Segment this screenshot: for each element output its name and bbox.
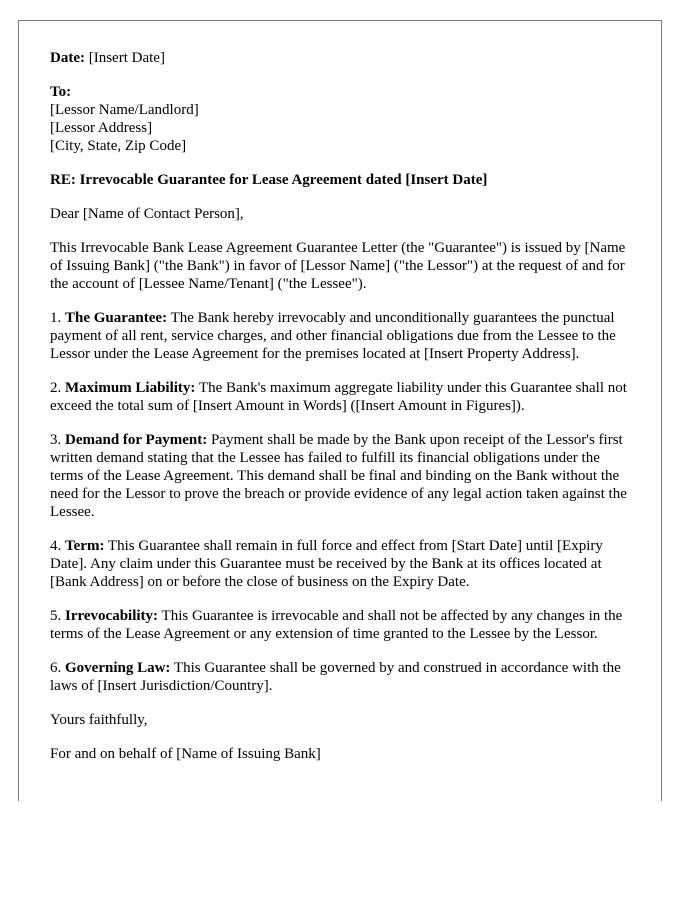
clause-text: This Guarantee shall be governed by and construed in accordance with the laws of [Insert Jurisdiction/Country]. — [50, 660, 621, 694]
clause-text: The Bank's maximum aggregate liability under this Guarantee shall not exceed the total sum of [Insert Amount in Words] ([Insert Amount in Figures]). — [50, 380, 627, 414]
clause-text: This Guarantee shall remain in full force and effect from [Start Date] until [Expiry Date]. Any claim under this Guarantee must be received by the Bank at its offices located at [Bank Address] on or before the close of business on the Expiry Date. — [50, 538, 603, 590]
clause-demand-for-payment — [50, 431, 635, 521]
letter-body — [50, 49, 635, 779]
recipient-address: [Lessor Address] — [50, 120, 153, 136]
clause-number: 4. — [50, 538, 62, 554]
clause-title: Irrevocability: — [65, 608, 159, 624]
letter-page — [18, 20, 662, 801]
clause-text: This Guarantee is irrevocable and shall not be affected by any changes in the terms of the Lease Agreement or any extension of time granted to the Lessee by the Lessor. — [50, 608, 623, 642]
clause-irrevocability — [50, 607, 635, 643]
clause-guarantee — [50, 309, 635, 363]
to-label: To: — [50, 84, 72, 100]
clause-title: Term: — [65, 538, 105, 554]
clause-text: The Bank hereby irrevocably and unconditionally guarantees the punctual payment of all rent, service charges, and other financial obligations due from the Lessee to the Lessor under the Lease Agreement for the premises located at [Insert Property Address]. — [50, 310, 616, 362]
clause-number: 1. — [50, 310, 62, 326]
clause-number: 2. — [50, 380, 62, 396]
date-label: Date: — [50, 50, 85, 66]
recipient-block — [50, 83, 635, 155]
clause-term — [50, 537, 635, 591]
closing: Yours faithfully, — [50, 712, 148, 728]
clause-maximum-liability — [50, 379, 635, 415]
subject-text: RE: Irrevocable Guarantee for Lease Agreement dated [Insert Date] — [50, 172, 488, 188]
clause-title: Demand for Payment: — [65, 432, 208, 448]
date-value: [Insert Date] — [88, 50, 165, 66]
subject-line — [50, 171, 635, 189]
clause-governing-law — [50, 659, 635, 695]
recipient-city: [City, State, Zip Code] — [50, 138, 187, 154]
intro-paragraph: This Irrevocable Bank Lease Agreement Guarantee Letter (the "Guarantee") is issued by [Name of Issuing Bank] ("the Bank") in favor of [Lessor Name] ("the Lessor") at the request of and for the account of [Lessee Name/Tenant] ("the Lessee"). — [50, 240, 626, 292]
date-line — [50, 49, 635, 67]
clause-title: The Guarantee: — [65, 310, 168, 326]
clause-title: Governing Law: — [65, 660, 171, 676]
signoff: For and on behalf of [Name of Issuing Bank] — [50, 746, 321, 762]
clause-text: Payment shall be made by the Bank upon receipt of the Lessor's first written demand stating that the Lessee has failed to fulfill its financial obligations under the terms of the Lease Agreement. This demand shall be final and binding on the Bank without the need for the Lessor to prove the breach or provide evidence of any legal action taken against the Lessee. — [50, 432, 627, 520]
clause-number: 6. — [50, 660, 62, 676]
recipient-name: [Lessor Name/Landlord] — [50, 102, 199, 118]
clause-title: Maximum Liability: — [65, 380, 196, 396]
clause-number: 5. — [50, 608, 62, 624]
salutation: Dear [Name of Contact Person], — [50, 206, 244, 222]
clause-number: 3. — [50, 432, 62, 448]
